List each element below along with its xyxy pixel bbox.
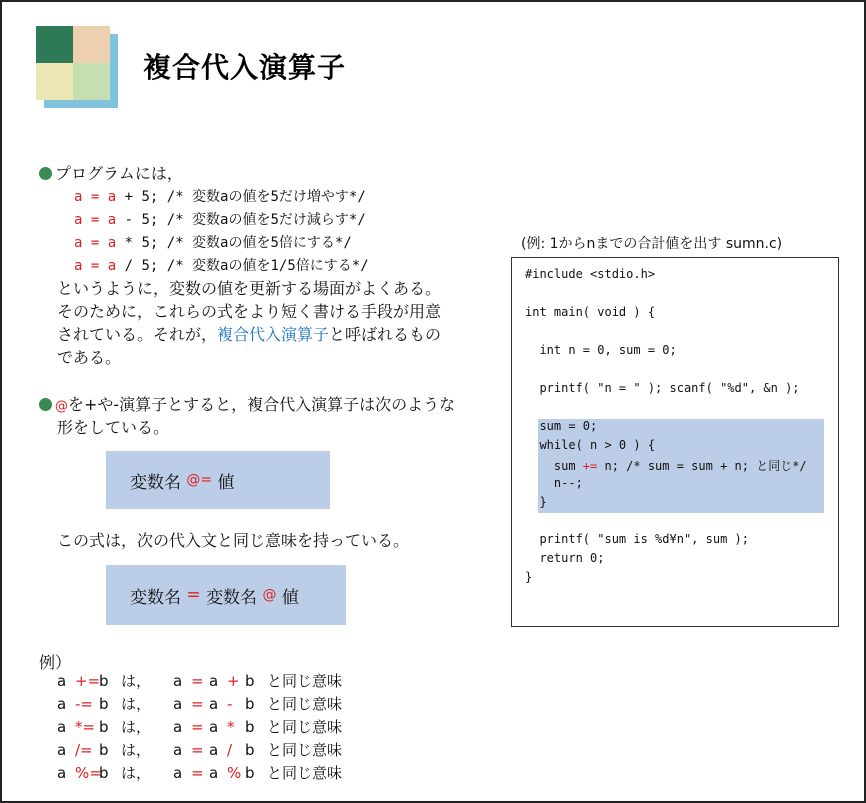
intro-code-line: a = a * 5; /* 変数aの値を5倍にする*/ <box>74 235 352 251</box>
code-line: while( n > 0 ) { <box>525 438 656 452</box>
code-line: #include <stdio.h> <box>525 267 656 281</box>
intro-para-2: そのために，これらの式をより短く書ける手段が用意 <box>57 302 442 321</box>
code-line: printf( "n = " ); scanf( "%d", &n ); <box>525 381 800 395</box>
code-line: n--; <box>525 476 583 490</box>
examples-heading: 例） <box>39 653 72 672</box>
code-line: return 0; <box>525 551 605 565</box>
code-listing <box>511 257 839 627</box>
bullet-icon <box>39 167 52 180</box>
code-line: } <box>525 570 533 584</box>
second-bullet-line1: @を+や-演算子とすると，複合代入演算子は次のような <box>39 393 455 418</box>
code-line: int n = 0, sum = 0; <box>525 343 677 357</box>
term-highlight: 複合代入演算子 <box>217 325 330 344</box>
syntax-box: 変数名 @= 値 <box>106 451 330 509</box>
page-title: 複合代入演算子 <box>143 51 347 84</box>
code-line: } <box>525 495 547 509</box>
intro-para-1: というように，変数の値を更新する場面がよくある。 <box>57 279 442 298</box>
intro-para-4: である。 <box>57 348 122 367</box>
example-row: a +=b は， a = a + b と同じ意味 <box>57 672 343 690</box>
equivalent-box: 変数名 = 変数名 @ 値 <box>106 565 346 625</box>
logo-squares <box>36 26 118 108</box>
mid-text: この式は，次の代入文と同じ意味を持っている。 <box>57 531 410 550</box>
example-row: a /= b は， a = a / b と同じ意味 <box>57 741 343 759</box>
intro-para-3: されている。それが，複合代入演算子と呼ばれるもの <box>57 325 442 344</box>
second-bullet-line2: 形をしている。 <box>57 418 170 437</box>
logo-square-cream <box>36 63 73 100</box>
code-caption: (例: 1からnまでの合計値を出す sumn.c) <box>521 236 783 252</box>
logo-square-light-green <box>73 63 110 100</box>
bullet-icon <box>39 398 52 411</box>
logo-square-peach <box>73 26 110 63</box>
logo-square-dark-green <box>36 26 73 63</box>
intro-lead <box>39 162 183 185</box>
example-row: a -= b は， a = a - b と同じ意味 <box>57 695 343 713</box>
intro-lead-text: プログラムには， <box>55 164 183 183</box>
code-line: printf( "sum is %d¥n", sum ); <box>525 532 749 546</box>
intro-code-line: a = a + 5; /* 変数aの値を5だけ増やす*/ <box>74 189 366 205</box>
example-row: a *= b は， a = a * b と同じ意味 <box>57 718 343 736</box>
example-row: a %=b は， a = a % b と同じ意味 <box>57 764 343 782</box>
code-line: sum = 0; <box>525 419 598 433</box>
intro-code-line: a = a / 5; /* 変数aの値を1/5倍にする*/ <box>74 258 369 274</box>
code-line: int main( void ) { <box>525 305 656 319</box>
code-line-highlighted: sum += n; /* sum = sum + n; と同じ*/ <box>525 459 807 473</box>
intro-code-line: a = a - 5; /* 変数aの値を5だけ減らす*/ <box>74 212 366 228</box>
